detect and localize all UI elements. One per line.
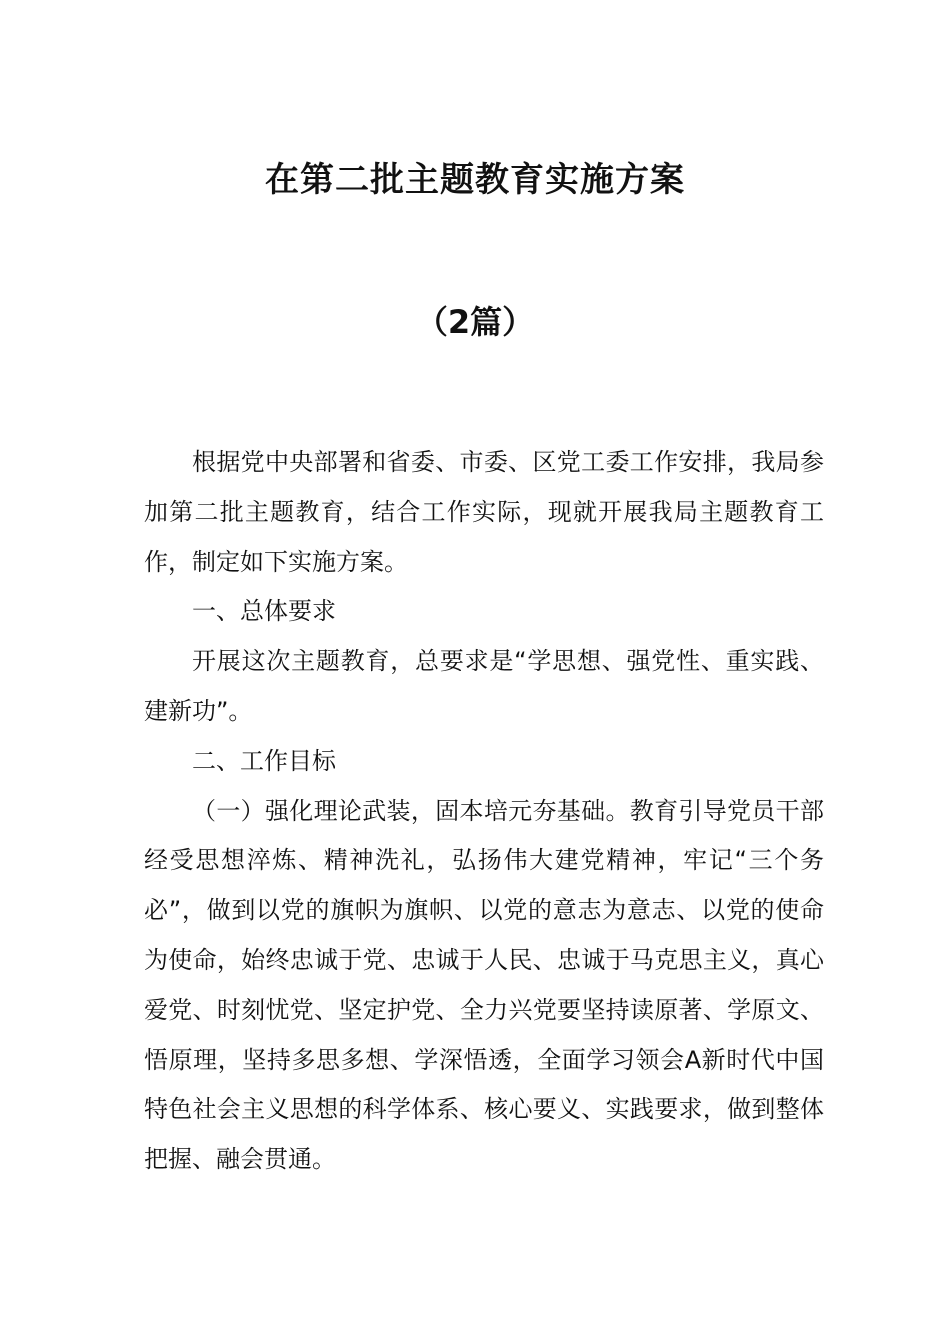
document-title: 在第二批主题教育实施方案 <box>265 160 685 200</box>
section-heading-work-goals: 二、工作目标 <box>192 746 336 775</box>
requirements-paragraph: 开展这次主题教育，总要求是“学思想、强党性、重实践、建新功”。 <box>144 647 824 725</box>
goal-one-paragraph: （一）强化理论武装，固本培元夯基础。教育引导党员干部经受思想淬炼、精神洗礼，弘扬伟大建党精神，牢记“三个务必”，做到以党的旗帜为旗帜、以党的意志为意志、以党的使命为使命，始终忠诚于党、忠诚于人民、忠诚于马克思主义，真心爱党、时刻忧党、坚定护党、全力兴党要坚持读原著、学原文、悟原理，坚持多思多想、学深悟透，全面学习领会A新时代中国特色社会主义思想的科学体系、核心要义、实践要求，做到整体把握、融会贯通。 <box>144 796 824 1174</box>
document-body <box>144 438 824 1185</box>
section-heading-overall-requirements: 一、总体要求 <box>192 597 336 626</box>
intro-paragraph: 根据党中央部署和省委、市委、区党工委工作安排，我局参加第二批主题教育，结合工作实际，现就开展我局主题教育工作，制定如下实施方案。 <box>144 448 824 576</box>
document-subtitle: （2篇） <box>415 303 535 341</box>
